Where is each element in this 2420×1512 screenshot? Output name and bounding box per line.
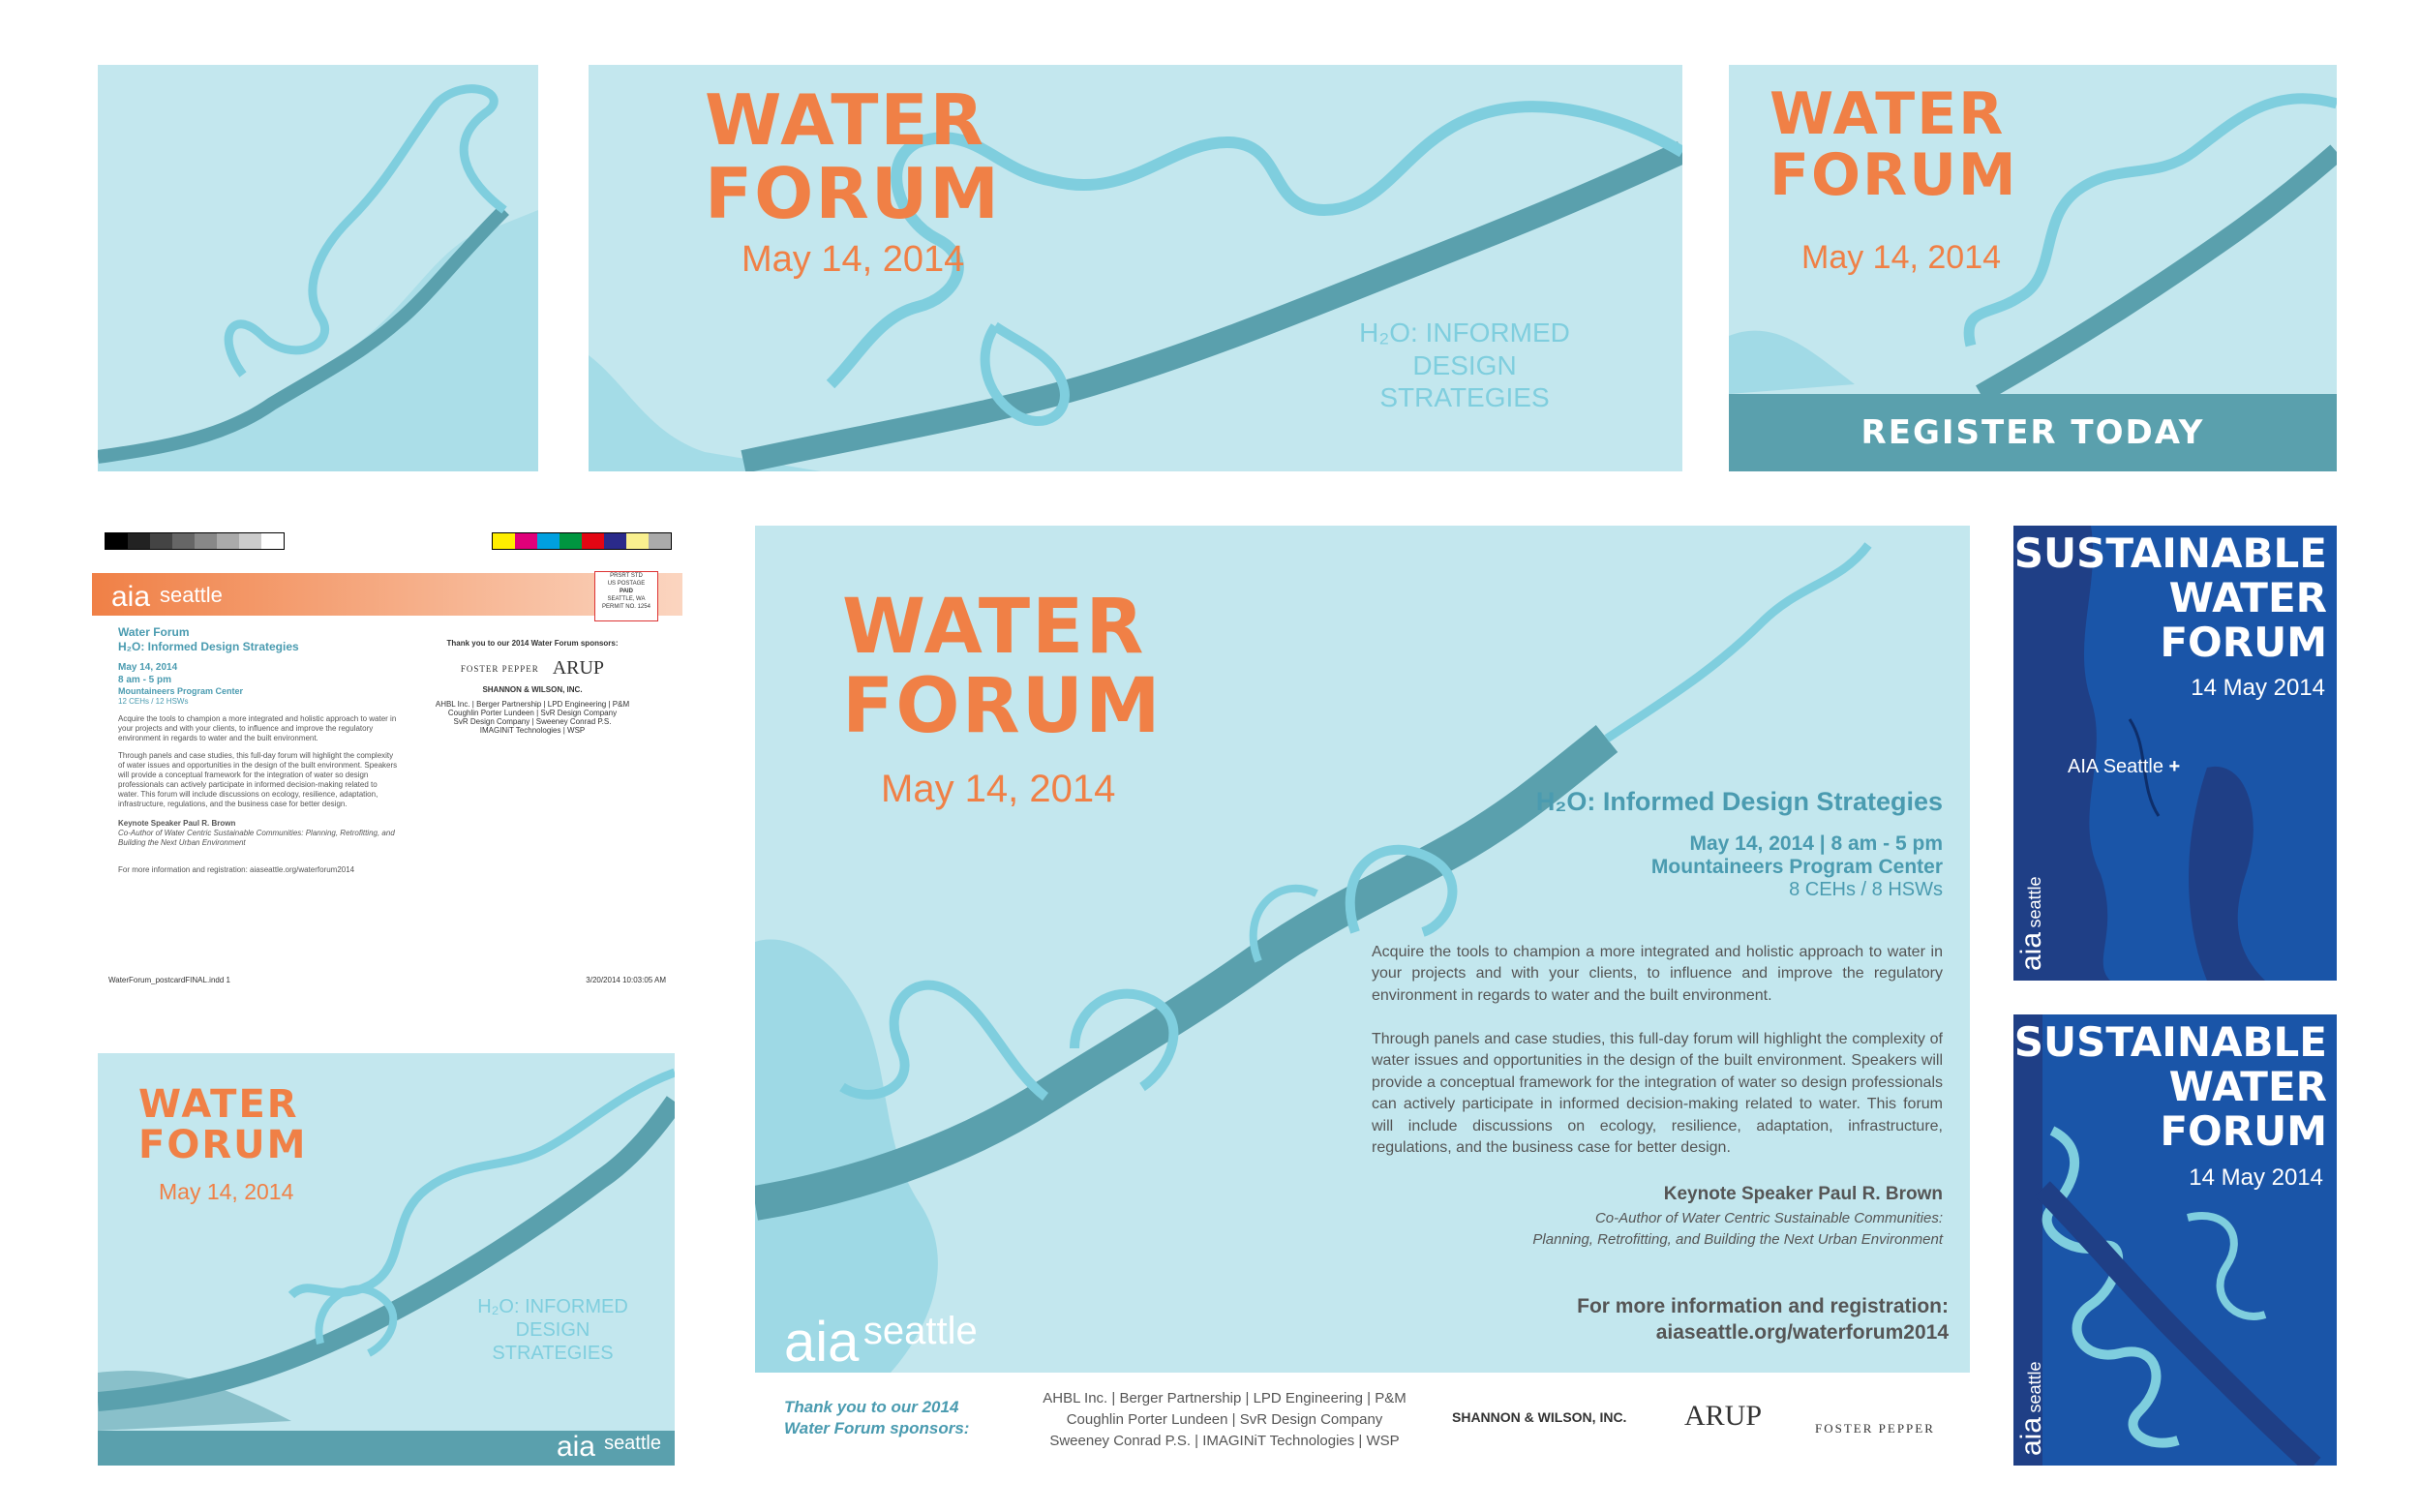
postage-line: PAID — [620, 589, 633, 594]
poster-subtitle: H₂O: Informed Design Strategies — [1535, 787, 1943, 816]
event-time: 8 am - 5 pm — [118, 674, 172, 685]
sponsors-title-line-1: Thank you to our 2014 — [784, 1398, 959, 1416]
poster-keynote-line-2: Planning, Retrofitting, and Building the Next Urban Environment — [1532, 1231, 1943, 1248]
poster-keynote: Keynote Speaker Paul R. Brown — [1663, 1184, 1943, 1204]
poster-aia-logo — [784, 1310, 978, 1373]
blue-top-date: 14 May 2014 — [2191, 675, 2325, 701]
tagline-line-3: STRATEGIES — [1379, 382, 1550, 413]
blue-bottom-title — [2014, 1020, 2327, 1155]
title-line-1: WATER — [705, 79, 986, 161]
shannon-wilson-logo: SHANNON & WILSON, INC. — [1452, 1409, 1627, 1425]
title-line-1: SUSTAINABLE — [2013, 1018, 2327, 1066]
tagline-line-1: H₂O: INFORMED — [1359, 318, 1570, 348]
event-date: May 14, 2014 — [118, 662, 178, 673]
register-title — [1770, 80, 2018, 209]
river-illustration — [98, 65, 538, 471]
sponsor-line-1: AHBL Inc. | Berger Partnership | LPD Engineering | P&M — [1043, 1390, 1407, 1406]
poster-date: May 14, 2014 — [881, 768, 1116, 810]
title-line-2: WATER — [2168, 1063, 2327, 1111]
poster-title — [842, 584, 1163, 750]
aia-seattle-label: AIA Seattle — [2068, 756, 2163, 777]
aia-logo: aia — [111, 581, 151, 613]
water-forum-banner-large — [589, 65, 1682, 471]
seattle-wordmark: seattle — [862, 1310, 978, 1352]
event-subtitle: H₂O: Informed Design Strategies — [118, 640, 299, 653]
postcard-left-column — [118, 625, 399, 875]
slug-filename: WaterForum_postcardFINAL.indd 1 — [108, 976, 230, 984]
description-para-2: Through panels and case studies, this full-day forum will highlight the complexity of water issues and opportunities in the design of the built environment. Speakers will provide a conceptual framework for the integration of water so design professionals can actively participate in informed decision-making related to water. This forum will include discussions on ecology, resilience, adaptation, infrastructure, regulations, and the business case for better design. — [118, 751, 398, 809]
water-forum-banner-small — [98, 1053, 675, 1466]
poster-para-1: Acquire the tools to champion a more integrated and holistic approach to water in your projects and with your clients, to influence and improve the regulatory environment in regards to water and the built environment. — [1372, 944, 1943, 1004]
tagline-line-2: DESIGN — [1412, 349, 1517, 380]
poster-credits: 8 CEHs / 8 HSWs — [1789, 879, 1943, 900]
blue-top-vertical-logo — [2015, 876, 2048, 971]
title-line-1: WATER — [138, 1082, 299, 1127]
postcard-header-bar — [92, 573, 682, 616]
poster-more-info: For more information and registration: — [1577, 1295, 1949, 1317]
poster-keynote-line-1: Co-Author of Water Centric Sustainable Communities: — [1594, 1210, 1943, 1226]
title-line-1: WATER — [842, 584, 1146, 671]
water-forum-poster — [755, 526, 1970, 1373]
more-info: For more information and registration: aiaseattle.org/waterforum2014 — [118, 865, 355, 875]
banner-date: May 14, 2014 — [741, 239, 965, 280]
title-line-2: FORUM — [138, 1123, 308, 1167]
small-banner-tagline — [475, 1295, 630, 1365]
banner-tagline — [1353, 317, 1576, 414]
title-line-3: FORUM — [2160, 1107, 2327, 1156]
small-banner-date: May 14, 2014 — [159, 1179, 294, 1204]
seattle-wordmark: seattle — [604, 1433, 661, 1454]
seattle-logo: seattle — [160, 583, 223, 607]
title-line-1: SUSTAINABLE — [2013, 529, 2327, 577]
arup-logo: ARUP — [552, 657, 605, 679]
poster-sponsors-title — [784, 1397, 969, 1439]
poster-details — [1362, 787, 1943, 901]
event-venue: Mountaineers Program Center — [118, 686, 244, 696]
sponsor-line-2: Coughlin Porter Lundeen | SvR Design Company — [1066, 1410, 1383, 1428]
title-line-2: FORUM — [1770, 141, 2018, 209]
register-bar[interactable] — [1729, 394, 2337, 471]
tagline-line-2: DESIGN — [515, 1319, 590, 1341]
poster-date-time: May 14, 2014 | 8 am - 5 pm — [1689, 832, 1943, 855]
color-bar-cmyk — [492, 532, 672, 550]
aia-wordmark: aia — [2015, 1416, 2047, 1456]
title-line-2: FORUM — [705, 152, 1001, 234]
slug-timestamp: 3/20/2014 10:03:05 AM — [586, 976, 666, 984]
description-para-1: Acquire the tools to champion a more integrated and holistic approach to water in your projects and with your clients, to influence and improve the regulatory environment in regards to water and the built environment. — [118, 714, 397, 743]
aia-wordmark: aia — [784, 1311, 860, 1373]
postage-line: US POSTAGE — [607, 581, 646, 587]
sustainable-water-forum-top — [2013, 526, 2337, 981]
postage-line: PERMIT NO. 1254 — [602, 604, 650, 610]
register-banner — [1729, 65, 2337, 471]
color-bar-black — [105, 532, 285, 550]
title-line-3: FORUM — [2160, 619, 2327, 667]
sponsor-line-3: Sweeney Conrad P.S. | IMAGINiT Technologies | WSP — [1049, 1432, 1400, 1449]
banner-title — [705, 79, 1001, 234]
sponsor-line: Coughlin Porter Lundeen | SvR Design Company — [447, 709, 618, 717]
tagline-line-3: STRATEGIES — [492, 1343, 614, 1364]
aia-wordmark: aia — [556, 1431, 595, 1463]
poster-para-2: Through panels and case studies, this full-day forum will highlight the complexity of water issues and opportunities in the design of the built environment. Speakers will provide a conceptual framework for the integration of water so design professionals can actively participate in informed decision-making related to water. This forum will include discussions on ecology, resilience, adaptation, infrastructure, regulations, and the business case for better design. — [1372, 1031, 1943, 1156]
blue-top-title — [2014, 531, 2327, 666]
blue-bottom-date: 14 May 2014 — [2189, 1164, 2323, 1191]
shannon-wilson-logo: SHANNON & WILSON, INC. — [482, 685, 583, 694]
small-banner-title — [138, 1084, 307, 1165]
title-line-1: WATER — [1770, 80, 2006, 148]
event-credits: 12 CEHs / 12 HSWs — [118, 697, 189, 707]
aia-wordmark: aia — [2015, 931, 2047, 971]
sponsors-title: Thank you to our 2014 Water Forum sponsors: — [446, 639, 619, 648]
postage-line: PRSRT STD — [610, 573, 643, 579]
keynote-detail: Co-Author of Water Centric Sustainable Communities: Planning, Retrofitting, and Building the Next Urban Environment — [118, 829, 395, 848]
sponsor-line: IMAGINiT Technologies | WSP — [479, 726, 586, 735]
title-line-2: FORUM — [842, 662, 1163, 750]
poster-sponsor-list — [1016, 1388, 1433, 1451]
sponsors-title-line-2: Water Forum sponsors: — [784, 1419, 970, 1438]
sustainable-water-forum-bottom — [2013, 1014, 2337, 1466]
register-today-button[interactable]: REGISTER TODAY — [1860, 413, 2205, 452]
poster-venue: Mountaineers Program Center — [1650, 856, 1943, 878]
foster-pepper-logo: FOSTER PEPPER — [460, 663, 539, 674]
sponsor-logos-row — [426, 657, 639, 680]
foster-pepper-logo: FOSTER PEPPER — [1815, 1421, 1935, 1436]
poster-sponsor-strip — [755, 1373, 1970, 1465]
seattle-wordmark: seattle — [2025, 1361, 2044, 1413]
river-banner-plain — [98, 65, 538, 471]
seattle-wordmark: seattle — [2025, 876, 2044, 928]
blue-top-label — [2068, 756, 2180, 778]
sponsor-line: SvR Design Company | Sweeney Conrad P.S. — [453, 717, 612, 726]
postcard-back-proof — [68, 523, 707, 997]
sponsor-line: AHBL Inc. | Berger Partnership | LPD Engineering | P&M — [435, 700, 630, 709]
blue-bottom-vertical-logo — [2015, 1361, 2048, 1456]
arup-logo: ARUP — [1684, 1400, 1763, 1432]
event-name: Water Forum — [118, 625, 190, 639]
title-line-2: WATER — [2168, 574, 2327, 622]
poster-url-link[interactable]: aiaseattle.org/waterforum2014 — [1655, 1321, 1949, 1344]
plus-icon: + — [2168, 756, 2181, 777]
register-date: May 14, 2014 — [1801, 239, 2002, 276]
postage-line: SEATTLE, WA — [607, 596, 646, 602]
keynote-speaker: Keynote Speaker Paul R. Brown — [118, 819, 236, 829]
small-banner-footer — [98, 1431, 675, 1466]
tagline-line-1: H₂O: INFORMED — [477, 1296, 628, 1317]
postcard-sponsors — [426, 639, 639, 735]
postage-indicia — [594, 571, 658, 621]
